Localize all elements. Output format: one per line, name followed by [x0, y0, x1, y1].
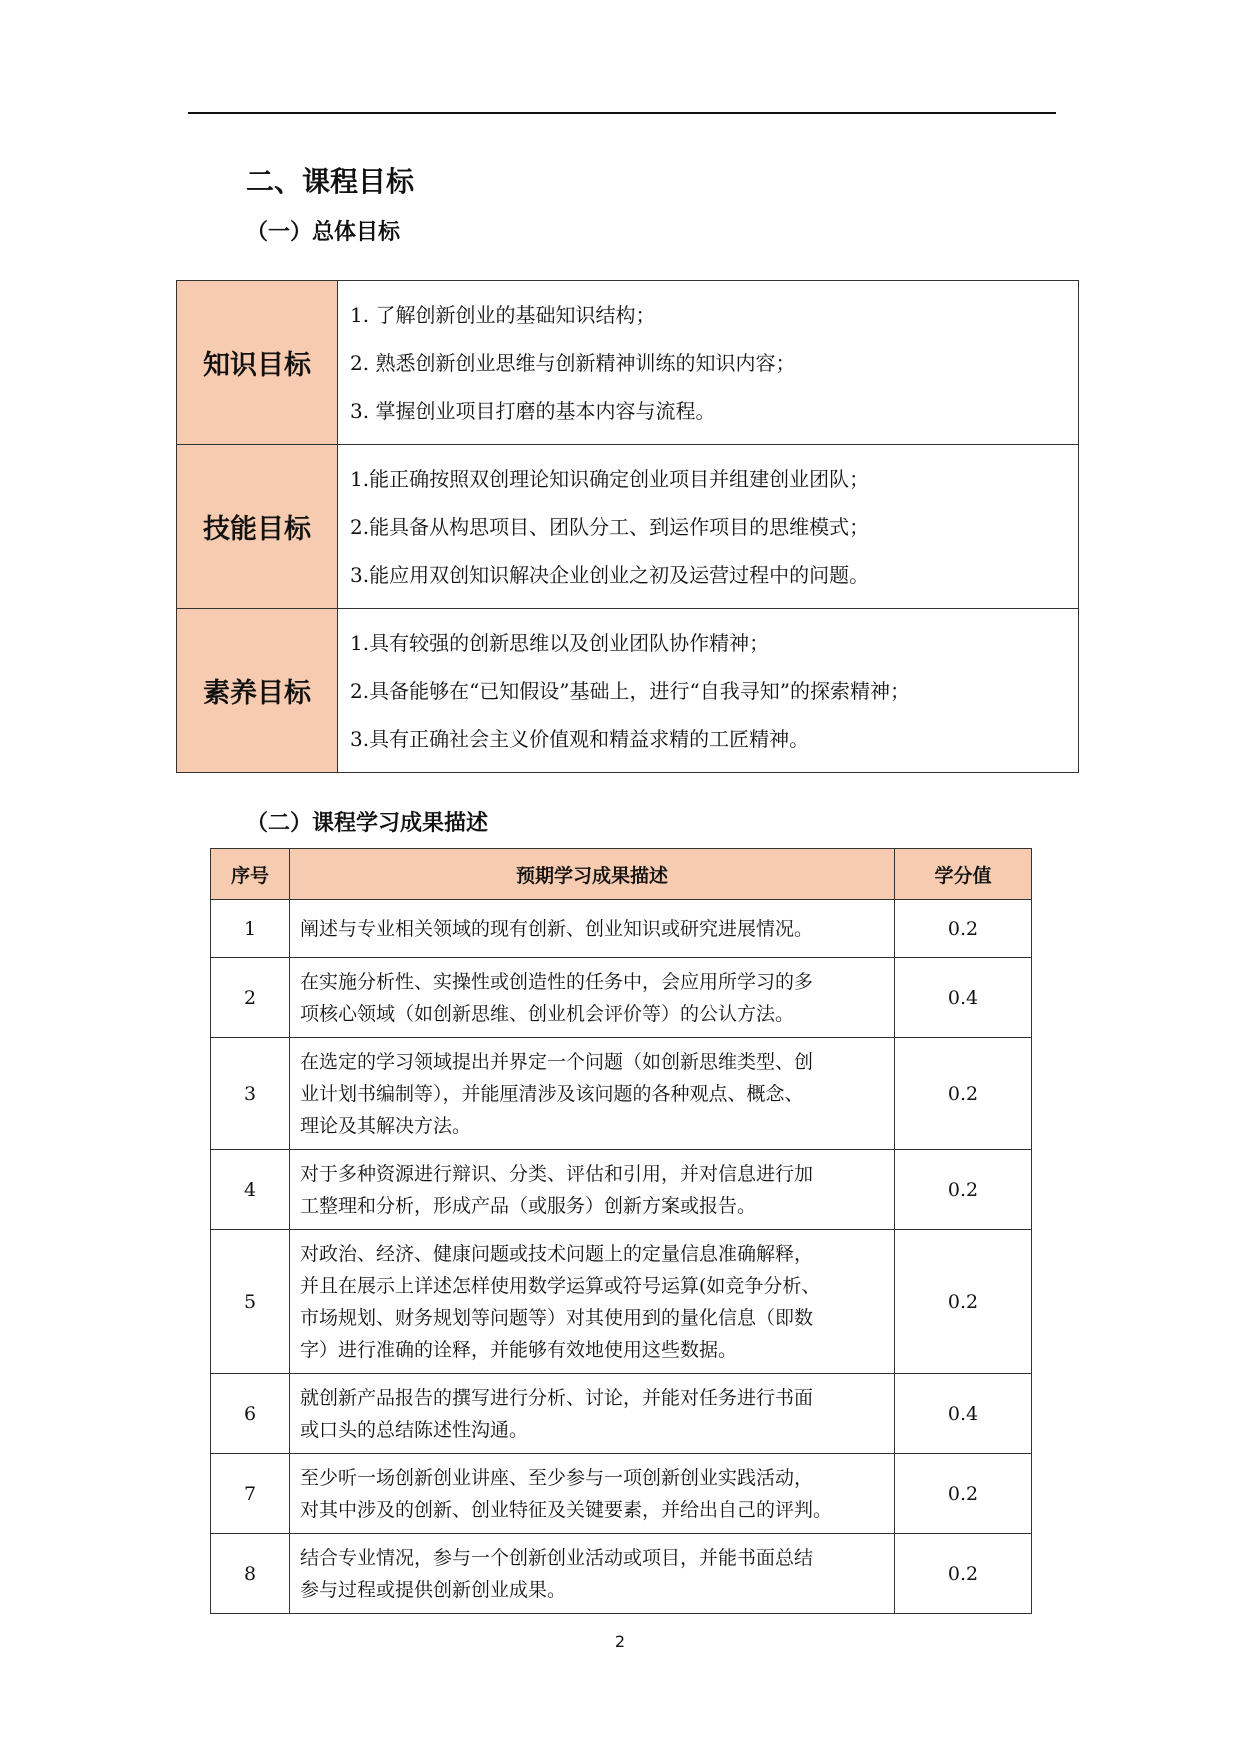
row-description	[290, 900, 895, 958]
goal-category: 知识目标	[177, 281, 338, 445]
row-description	[290, 1534, 895, 1614]
row-credit: 0.4	[895, 958, 1032, 1038]
row-number: 8	[211, 1534, 290, 1614]
goal-item: 2. 熟悉创新创业思维与创新精神训练的知识内容；	[350, 350, 796, 375]
table-row	[211, 1150, 1032, 1230]
row-description	[290, 1374, 895, 1454]
row-credit: 0.2	[895, 1038, 1032, 1150]
description-line: 市场规划、财务规划等问题等）对其使用到的量化信息（即数	[300, 1306, 814, 1329]
goal-item: 3. 掌握创业项目打磨的基本内容与流程。	[350, 398, 716, 423]
table-row	[211, 1534, 1032, 1614]
row-description	[290, 1230, 895, 1374]
row-number: 3	[211, 1038, 290, 1150]
row-number: 4	[211, 1150, 290, 1230]
row-credit: 0.2	[895, 1230, 1032, 1374]
description-line: 对于多种资源进行辩识、分类、评估和引用，并对信息进行加	[300, 1162, 814, 1185]
row-number: 2	[211, 958, 290, 1038]
column-header-description: 预期学习成果描述	[290, 849, 895, 900]
row-credit: 0.2	[895, 1534, 1032, 1614]
goal-row-skills	[177, 445, 1079, 609]
description-line: 理论及其解决方法。	[300, 1114, 472, 1137]
table-header-row	[211, 849, 1032, 900]
row-description	[290, 1038, 895, 1150]
description-line: 在选定的学习领域提出并界定一个问题（如创新思维类型、创	[300, 1050, 814, 1073]
table-row	[211, 1038, 1032, 1150]
goal-item: 3.具有正确社会主义价值观和精益求精的工匠精神。	[350, 726, 810, 751]
row-number: 5	[211, 1230, 290, 1374]
description-line: 或口头的总结陈述性沟通。	[300, 1418, 529, 1441]
goal-item: 3.能应用双创知识解决企业创业之初及运营过程中的问题。	[350, 562, 870, 587]
description-line: 业计划书编制等），并能厘清涉及该问题的各种观点、概念、	[300, 1082, 804, 1105]
column-header-credit: 学分值	[895, 849, 1032, 900]
row-description	[290, 1454, 895, 1534]
goals-table	[176, 280, 1079, 773]
table-row	[211, 900, 1032, 958]
description-line: 对其中涉及的创新、创业特征及关键要素，并给出自己的评判。	[300, 1498, 833, 1521]
row-number: 1	[211, 900, 290, 958]
table-row	[211, 958, 1032, 1038]
section-title: 二、课程目标	[246, 165, 415, 198]
description-line: 至少听一场创新创业讲座、至少参与一项创新创业实践活动，	[300, 1466, 814, 1489]
goal-row-knowledge	[177, 281, 1079, 445]
row-number: 7	[211, 1454, 290, 1534]
row-description	[290, 1150, 895, 1230]
goal-item: 2.具备能够在“已知假设”基础上，进行“自我寻知”的探索精神；	[350, 678, 910, 703]
row-credit: 0.2	[895, 1150, 1032, 1230]
description-line: 项核心领域（如创新思维、创业机会评价等）的公认方法。	[300, 1002, 795, 1025]
page-number: 2	[614, 1632, 626, 1651]
row-credit: 0.4	[895, 1374, 1032, 1454]
learning-outcomes-table	[210, 848, 1032, 1614]
goal-item: 1.能正确按照双创理论知识确定创业项目并组建创业团队；	[350, 466, 870, 491]
description-line: 结合专业情况，参与一个创新创业活动或项目，并能书面总结	[300, 1546, 814, 1569]
description-line: 对政治、经济、健康问题或技术问题上的定量信息准确解释，	[300, 1242, 814, 1265]
description-line: 工整理和分析，形成产品（或服务）创新方案或报告。	[300, 1194, 757, 1217]
description-line: 在实施分析性、实操性或创造性的任务中，会应用所学习的多	[300, 970, 814, 993]
table-row	[211, 1454, 1032, 1534]
subsection-title-overall-goals: （一）总体目标	[246, 220, 401, 245]
goal-items	[338, 281, 1079, 445]
description-line: 字）进行准确的诠释，并能够有效地使用这些数据。	[300, 1338, 738, 1361]
description-line: 阐述与专业相关领域的现有创新、创业知识或研究进展情况。	[300, 917, 814, 940]
description-line: 参与过程或提供创新创业成果。	[300, 1578, 567, 1601]
table-row	[211, 1230, 1032, 1374]
goal-items	[338, 609, 1079, 773]
description-line: 就创新产品报告的撰写进行分析、讨论，并能对任务进行书面	[300, 1386, 814, 1409]
row-number: 6	[211, 1374, 290, 1454]
goal-items	[338, 445, 1079, 609]
goal-category: 素养目标	[177, 609, 338, 773]
row-description	[290, 958, 895, 1038]
goal-item: 1. 了解创新创业的基础知识结构；	[350, 302, 656, 327]
goal-category: 技能目标	[177, 445, 338, 609]
subsection-title-learning-outcomes: （二）课程学习成果描述	[246, 811, 489, 836]
row-credit: 0.2	[895, 900, 1032, 958]
goal-item: 1.具有较强的创新思维以及创业团队协作精神；	[350, 630, 770, 655]
column-header-no: 序号	[211, 849, 290, 900]
table-row	[211, 1374, 1032, 1454]
description-line: 并且在展示上详述怎样使用数学运算或符号运算(如竞争分析、	[300, 1274, 821, 1297]
header-rule	[188, 112, 1056, 114]
goal-item: 2.能具备从构思项目、团队分工、到运作项目的思维模式；	[350, 514, 870, 539]
goal-row-literacy	[177, 609, 1079, 773]
row-credit: 0.2	[895, 1454, 1032, 1534]
